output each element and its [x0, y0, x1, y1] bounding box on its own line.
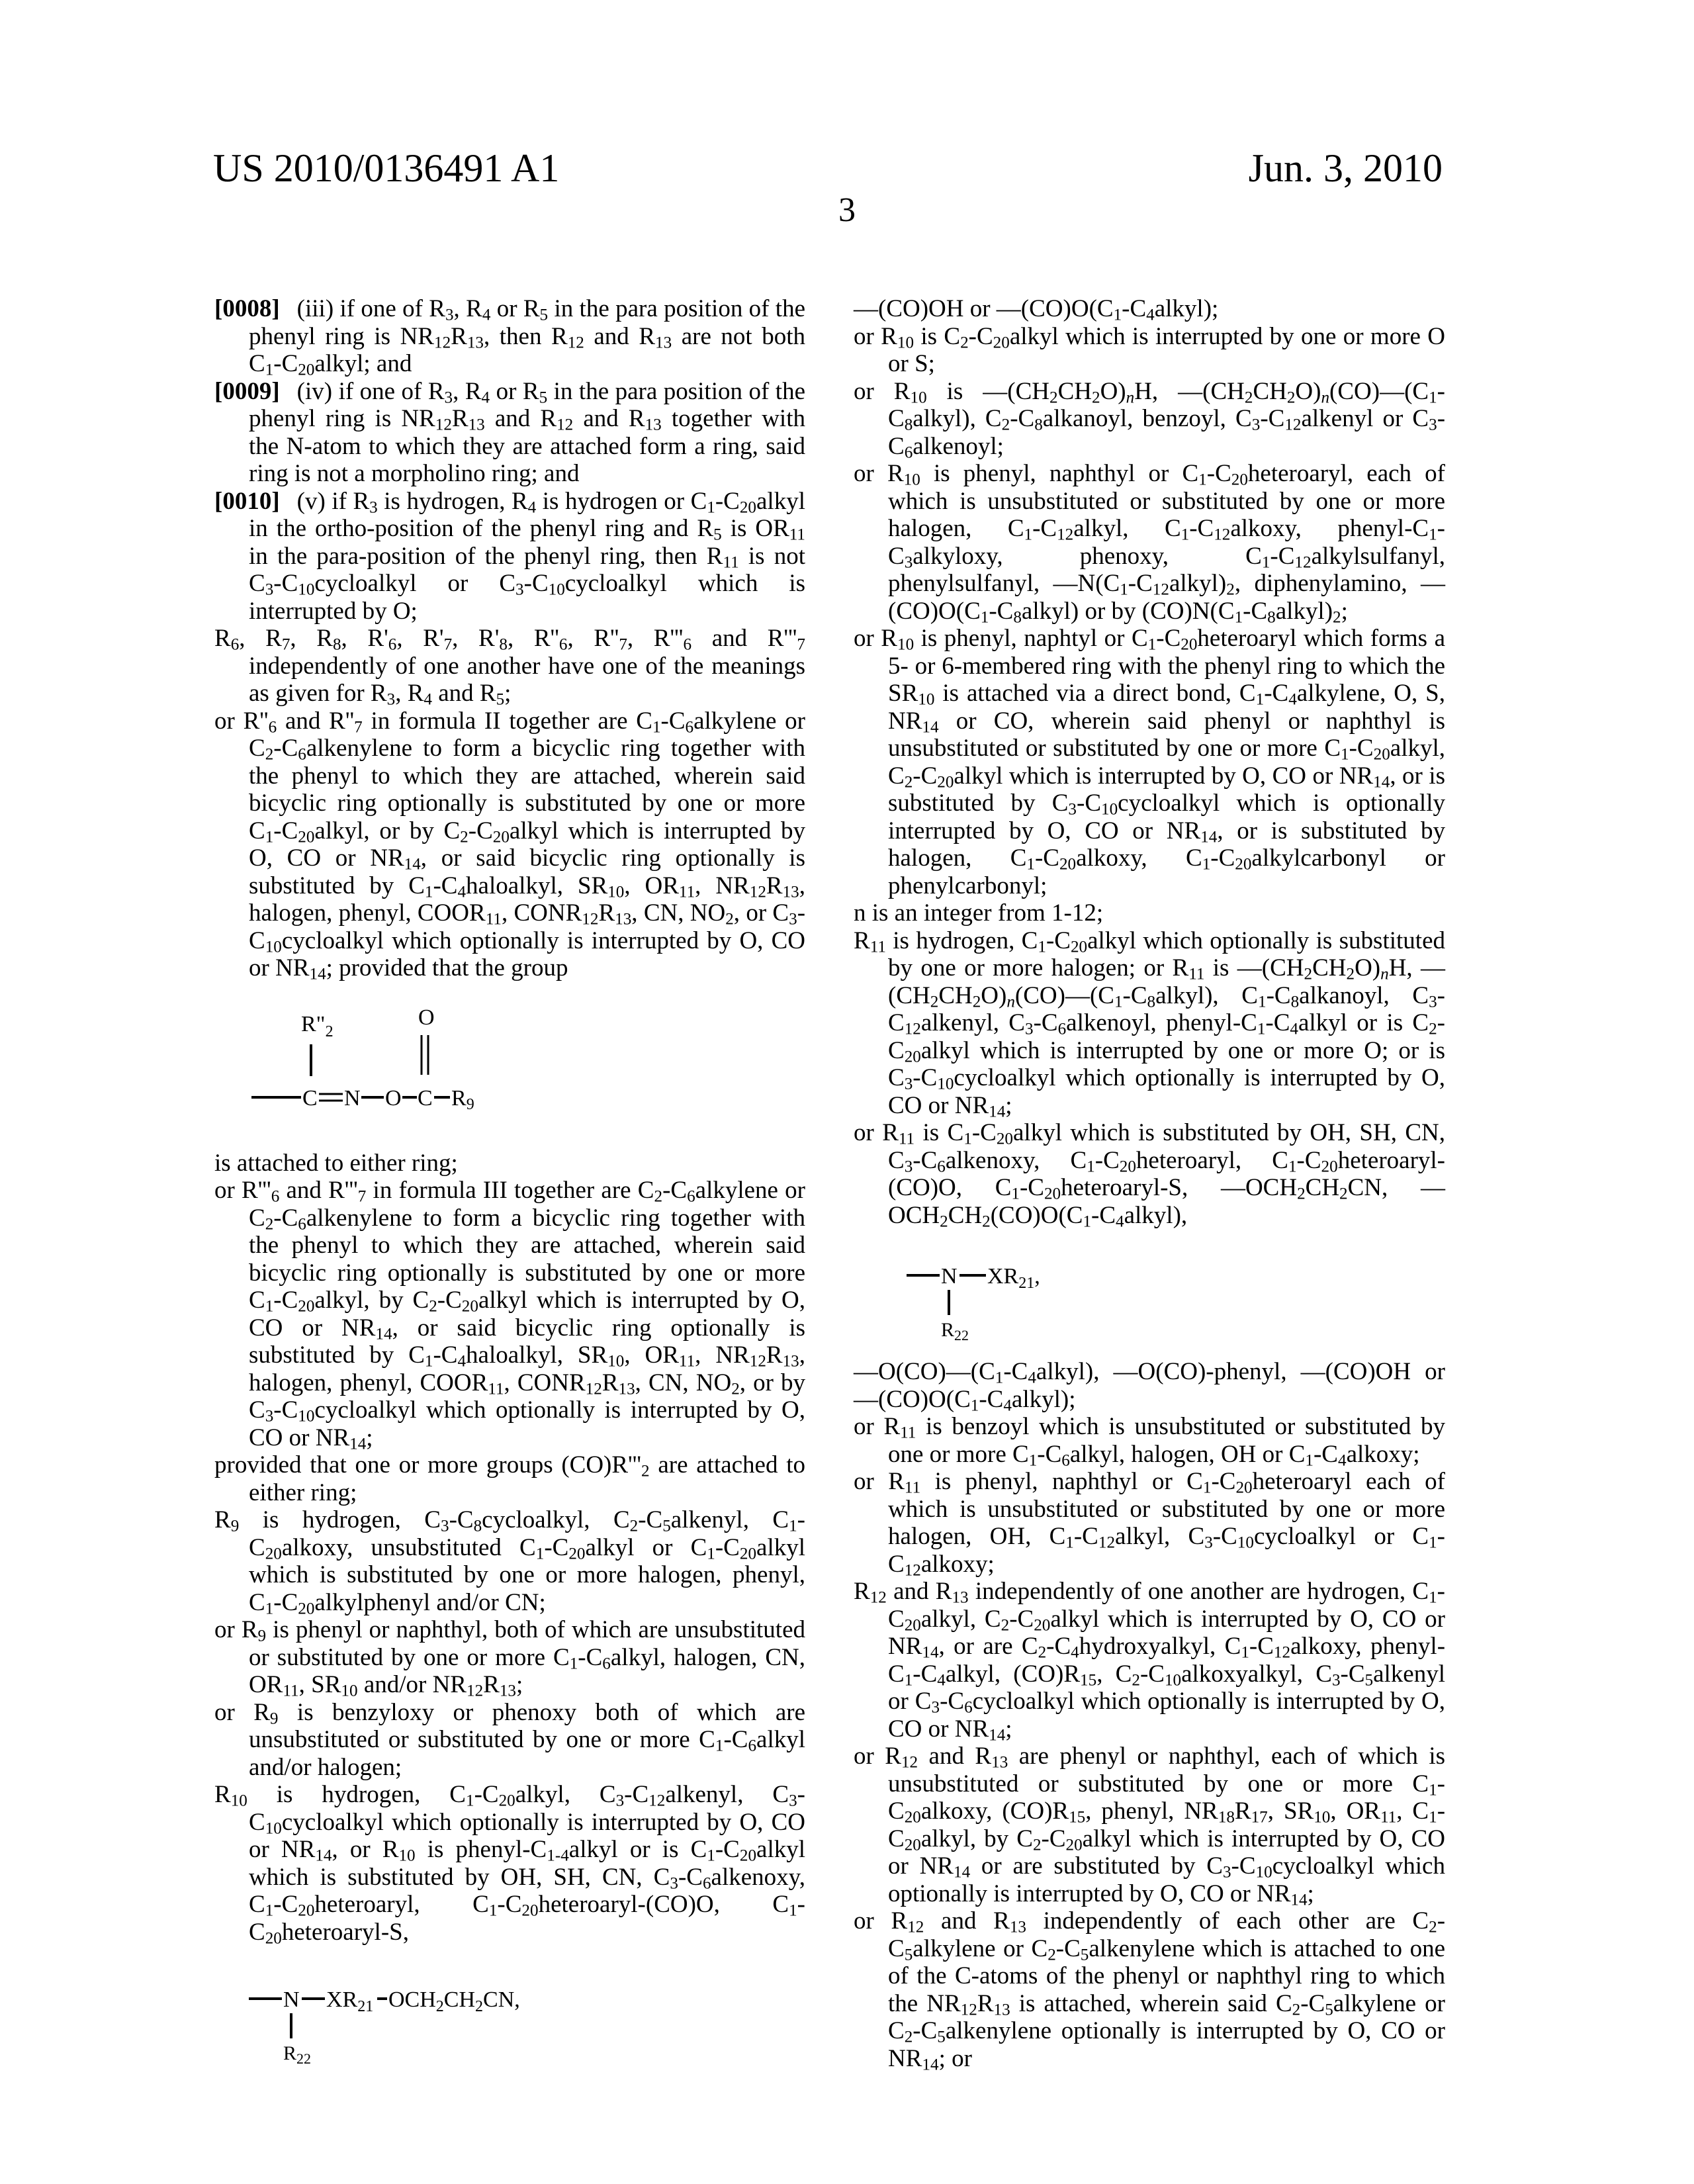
paragraph-text: or R11 is phenyl, naphthyl or C1-C20heteroaryl each of which is unsubstituted or substituted by one or more halogen, OH, C1-C12alkyl, C3-C10cycloalkyl or C1-C12alkoxy;: [854, 1468, 1445, 1578]
paragraph-number: [0010]: [214, 488, 280, 515]
structure-chain: XR21: [326, 1987, 373, 2015]
n-substituent-structure-2-wrapper: [907, 1242, 1445, 1345]
structure-atom-c: C: [302, 1086, 318, 1111]
paragraph-text: or R12 and R13 are phenyl or naphthyl, each of which is unsubstituted or substituted by one or more C1-C20alkoxy, (CO)R15, phenyl, NR18R17, SR10, OR11, C1-C20alkyl, by C2-C20alkyl which is interrupted by O, CO or NR14 or are substituted by C3-C10cycloalkyl which optionally is interrupted by O, CO or NR14;: [854, 1743, 1445, 1907]
oxime-ester-structure-wrapper: [251, 998, 805, 1134]
structure-atom-c2: C: [418, 1086, 433, 1111]
paragraph: [854, 1907, 1445, 2072]
n-substituent-structure-2: [907, 1242, 1171, 1342]
paragraph: [214, 625, 805, 707]
paragraph-text: —(CO)OH or —(CO)O(C1-C4alkyl);: [854, 295, 1218, 322]
right-column: [854, 295, 1445, 2072]
paragraph: [214, 1616, 805, 1699]
publication-date: Jun. 3, 2010: [1249, 148, 1443, 188]
paragraph: [854, 323, 1445, 378]
structure-atom-n: N: [344, 1086, 361, 1111]
paragraph-text: or R9 is benzyloxy or phenoxy both of which are unsubstituted or substituted by one or more C1-C6alkyl and/or halogen;: [214, 1699, 805, 1781]
right-column-block-1: [854, 295, 1445, 1229]
paragraph-text: or R10 is phenyl, naphthyl or C1-C20heteroaryl, each of which is unsubstituted or substituted by one or more halogen, C1-C12alkyl, C1-C12alkoxy, phenyl-C1-C3alkyloxy, phenoxy, C1-C12alkylsulfanyl, phenylsulfanyl, —N(C1-C12alkyl)2, diphenylamino, —(CO)O(C1-C8alkyl) or by (CO)N(C1-C8alkyl)2;: [854, 460, 1445, 625]
paragraph: [214, 1177, 805, 1451]
left-column: [214, 295, 805, 2068]
paragraph-text: or R'''6 and R'''7 in formula III together are C2-C6alkylene or C2-C6alkenylene to form a bicyclic ring together with the phenyl to which they are attached, wherein said bicyclic ring optionally is substituted by one or more C1-C20alkyl, by C2-C20alkyl which is interrupted by O, CO or NR14, or said bicyclic ring optionally is substituted by C1-C4haloalkyl, SR10, OR11, NR12R13, halogen, phenyl, COOR11, CONR12R13, CN, NO2, or by C3-C10cycloalkyl which optionally is interrupted by O, CO or NR14;: [214, 1177, 805, 1451]
paragraph: [854, 1743, 1445, 1907]
structure-r22: R22: [941, 1319, 969, 1342]
structure-label-r2: R"2: [301, 1012, 334, 1040]
paragraph: [854, 1119, 1445, 1229]
n-substituent-structure-1: [249, 1966, 712, 2065]
paragraph: [854, 927, 1445, 1120]
structure-atom-n: N: [941, 1264, 958, 1289]
paragraph-text: (iii) if one of R3, R4 or R5 in the para position of the phenyl ring is NR12R13, then R12 and R13 are not both C1-C20alkyl; and: [249, 295, 805, 377]
right-column-block-2: [854, 1358, 1445, 2072]
left-column-block-2: [214, 1150, 805, 1946]
paragraph: [854, 378, 1445, 461]
paragraph: [214, 1699, 805, 1782]
paragraph: [854, 1358, 1445, 1413]
paragraph-number: [0009]: [214, 378, 280, 405]
paragraph: [214, 707, 805, 982]
paragraph-text: R10 is hydrogen, C1-C20alkyl, C3-C12alkenyl, C3-C10cycloalkyl which optionally is interrupted by O, CO or NR14, or R10 is phenyl-C1-4alkyl or is C1-C20alkyl which is substituted by OH, SH, CN, C3-C6alkenoxy, C1-C20heteroaryl, C1-C20heteroaryl-(CO)O, C1-C20heteroaryl-S,: [214, 1781, 805, 1946]
paragraph-text: or R10 is —(CH2CH2O)nH, —(CH2CH2O)n(CO)—(C1-C8alkyl), C2-C8alkanoyl, benzoyl, C3-C12alkenyl or C3-C6alkenoyl;: [854, 378, 1445, 460]
paragraph: [854, 1578, 1445, 1743]
paragraph: [214, 295, 805, 378]
oxime-ester-structure: [251, 998, 622, 1130]
left-column-block-1: [214, 295, 805, 982]
paragraph-text: R9 is hydrogen, C3-C8cycloalkyl, C2-C5alkenyl, C1-C20alkoxy, unsubstituted C1-C20alkyl or C1-C20alkyl which is substituted by one or more halogen, phenyl, C1-C20alkylphenyl and/or CN;: [214, 1506, 805, 1616]
paragraph-text: provided that one or more groups (CO)R'''2 are attached to either ring;: [214, 1451, 805, 1506]
paragraph-text: or R11 is benzoyl which is unsubstituted or substituted by one or more C1-C6alkyl, halogen, OH or C1-C4alkoxy;: [854, 1413, 1445, 1468]
paragraph: [214, 378, 805, 488]
publication-number: US 2010/0136491 A1: [213, 148, 559, 188]
paragraph-text: R12 and R13 independently of one another are hydrogen, C1-C20alkyl, C2-C20alkyl which is interrupted by O, CO or NR14, or are C2-C4hydroxyalkyl, C1-C12alkoxy, phenyl-C1-C4alkyl, (CO)R15, C2-C10alkoxyalkyl, C3-C5alkenyl or C3-C6cycloalkyl which optionally is interrupted by O, CO or NR14;: [854, 1578, 1445, 1743]
page-number: 3: [0, 193, 1694, 228]
paragraph: [214, 1781, 805, 1946]
paragraph-text: or R11 is C1-C20alkyl which is substituted by OH, SH, CN, C3-C6alkenoxy, C1-C20heteroaryl, C1-C20heteroaryl-(CO)O, C1-C20heteroaryl-S, —OCH2CH2CN, —OCH2CH2(CO)O(C1-C4alkyl),: [854, 1119, 1445, 1229]
paragraph: [854, 1468, 1445, 1578]
paragraph-text: or R10 is phenyl, naphtyl or C1-C20heteroaryl which forms a 5- or 6-membered ring with the phenyl ring to which the SR10 is attached via a direct bond, C1-C4alkylene, O, S, NR14 or CO, wherein said phenyl or naphthyl is unsubstituted or substituted by one or more C1-C20alkyl, C2-C20alkyl which is interrupted by O, CO or NR14, or is substituted by C3-C10cycloalkyl which is optionally interrupted by O, CO or NR14, or is substituted by halogen, C1-C20alkoxy, C1-C20alkylcarbonyl or phenylcarbonyl;: [854, 625, 1445, 899]
paragraph: [854, 295, 1445, 323]
n-substituent-structure-1-wrapper: [249, 1966, 805, 2068]
paragraph-text: (v) if R3 is hydrogen, R4 is hydrogen or C1-C20alkyl in the ortho-position of the phenyl ring and R5 is OR11 in the para-position of the phenyl ring, then R11 is not C3-C10cycloalkyl or C3-C10cycloalkyl which is interrupted by O;: [249, 488, 805, 625]
structure-atom-o: O: [385, 1086, 402, 1111]
paragraph: [854, 1413, 1445, 1468]
paragraph-text: —O(CO)—(C1-C4alkyl), —O(CO)-phenyl, —(CO)OH or —(CO)O(C1-C4alkyl);: [854, 1358, 1445, 1413]
structure-r9: R9: [451, 1086, 474, 1113]
paragraph: [214, 1506, 805, 1616]
paragraph: [214, 1150, 805, 1177]
paragraph-text: R6, R7, R8, R'6, R'7, R'8, R''6, R''7, R'''6 and R'''7 independently of one another have one of the meanings as given for R3, R4 and R5;: [214, 625, 805, 707]
paragraph-text: or R''6 and R''7 in formula II together are C1-C6alkylene or C2-C6alkenylene to form a bicyclic ring together with the phenyl to which they are attached, wherein said bicyclic ring optionally is substituted by one or more C1-C20alkyl, or by C2-C20alkyl which is interrupted by O, CO or NR14, or said bicyclic ring optionally is substituted by C1-C4haloalkyl, SR10, OR11, NR12R13, halogen, phenyl, COOR11, CONR12R13, CN, NO2, or C3-C10cycloalkyl which optionally is interrupted by O, CO or NR14; provided that the group: [214, 707, 805, 982]
structure-atom-n: N: [283, 1987, 300, 2012]
paragraph-text: n is an integer from 1-12;: [854, 899, 1103, 927]
paragraph: [214, 488, 805, 625]
structure-oxygen: O: [418, 1005, 435, 1030]
paragraph-text: (iv) if one of R3, R4 or R5 in the para position of the phenyl ring is NR12R13 and R12 and R13 together with the N-atom to which they are attached form a ring, said ring is not a morpholino ring; and: [249, 378, 805, 488]
paragraph-text: or R10 is C2-C20alkyl which is interrupted by one or more O or S;: [854, 323, 1445, 378]
paragraph: [854, 899, 1445, 927]
paragraph-text: or R9 is phenyl or naphthyl, both of which are unsubstituted or substituted by one or more C1-C6alkyl, halogen, CN, OR11, SR10 and/or NR12R13;: [214, 1616, 805, 1698]
structure-r22: R22: [283, 2042, 311, 2065]
paragraph-text: is attached to either ring;: [214, 1150, 458, 1177]
structure-tail: OCH2CH2CN,: [388, 1987, 520, 2015]
paragraph: [214, 1451, 805, 1506]
paragraph: [854, 460, 1445, 625]
structure-chain: XR21,: [987, 1264, 1040, 1292]
paragraph-text: R11 is hydrogen, C1-C20alkyl which optionally is substituted by one or more halogen; or R11 is —(CH2CH2O)nH, —(CH2CH2O)n(CO)—(C1-C8alkyl), C1-C8alkanoyl, C3-C12alkenyl, C3-C6alkenoyl, phenyl-C1-C4alkyl or is C2-C20alkyl which is interrupted by one or more O; or is C3-C10cycloalkyl which optionally is interrupted by O, CO or NR14;: [854, 927, 1445, 1119]
paragraph-number: [0008]: [214, 295, 280, 322]
paragraph-text: or R12 and R13 independently of each other are C2-C5alkylene or C2-C5alkenylene which is attached to one of the C-atoms of the phenyl or naphthyl ring to which the NR12R13 is attached, wherein said C2-C5alkylene or C2-C5alkenylene optionally is interrupted by O, CO or NR14; or: [854, 1907, 1445, 2072]
paragraph: [854, 625, 1445, 899]
